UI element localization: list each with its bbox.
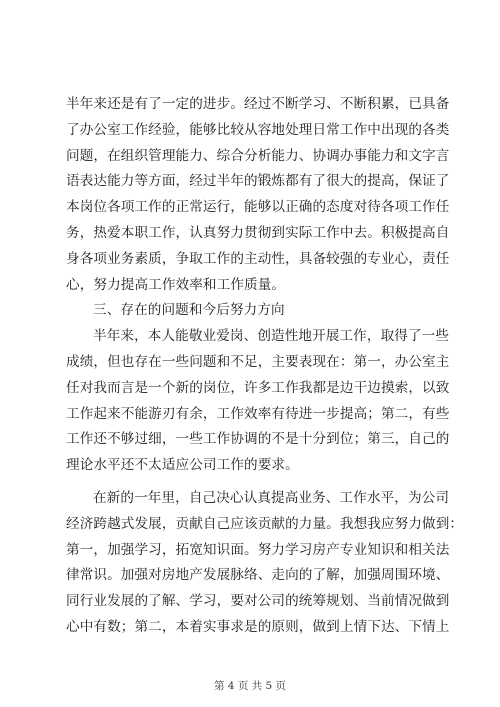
document-body xyxy=(66,92,464,641)
text-line: 同行业发展的了解、学习，要对公司的统筹规划、当前情况做到 xyxy=(66,593,450,610)
text-line: 心中有数；第二，本着实事求是的原则，做到上情下达、下情上 xyxy=(66,618,450,635)
text-line: 了办公室工作经验，能够比较从容地处理日常工作中出现的各类 xyxy=(66,121,450,138)
text-line: 律常识。加强对房地产发展脉络、走向的了解，加强周围环境、 xyxy=(66,567,450,584)
text-line: 经济跨越式发展，贡献自己应该贡献的力量。我想我应努力做到： xyxy=(66,515,464,532)
paragraph-problems xyxy=(66,324,450,479)
heading-text: 三、存在的问题和今后努力方向 xyxy=(93,302,285,319)
section-heading xyxy=(66,298,436,324)
text-line: 务，热爱本职工作，认真努力贯彻到实际工作中去。积极提高自 xyxy=(66,224,450,241)
text-line: 本岗位各项工作的正常运行，能够以正确的态度对待各项工作任 xyxy=(66,199,450,216)
paragraph-plans xyxy=(66,486,464,641)
text-line: 心，努力提高工作效率和工作质量。 xyxy=(66,276,286,293)
text-line: 在新的一年里，自己决心认真提高业务、工作水平，为公司 xyxy=(93,489,450,506)
text-line: 半年来，本人能敬业爱岗、创造性地开展工作，取得了一些 xyxy=(93,328,450,345)
text-line: 第一，加强学习，拓宽知识面。努力学习房产专业知识和相关法 xyxy=(66,541,450,558)
text-line: 身各项业务素质，争取工作的主动性，具备较强的专业心，责任 xyxy=(66,250,450,267)
text-line: 任对我而言是一个新的岗位，许多工作我都是边干边摸索，以致 xyxy=(66,379,450,396)
text-line: 半年来还是有了一定的进步。经过不断学习、不断积累，已具备 xyxy=(66,96,450,112)
paragraph-progress xyxy=(66,92,450,298)
text-line: 语表达能力等方面，经过半年的锻炼都有了很大的提高，保证了 xyxy=(66,173,450,190)
text-line: 理论水平还不太适应公司工作的要求。 xyxy=(66,457,299,474)
text-line: 工作起来不能游刃有余，工作效率有待进一步提高；第二，有些 xyxy=(66,405,450,422)
paragraph-gap xyxy=(66,479,436,486)
text-line: 成绩，但也存在一些问题和不足，主要表现在：第一，办公室主 xyxy=(66,353,450,370)
page-footer: 第 4 页 共 5 页 xyxy=(213,680,287,692)
text-line: 工作还不够过细，一些工作协调的不是十分到位；第三，自己的 xyxy=(66,431,450,448)
text-line: 问题，在组织管理能力、综合分析能力、协调办事能力和文字言 xyxy=(66,147,450,164)
